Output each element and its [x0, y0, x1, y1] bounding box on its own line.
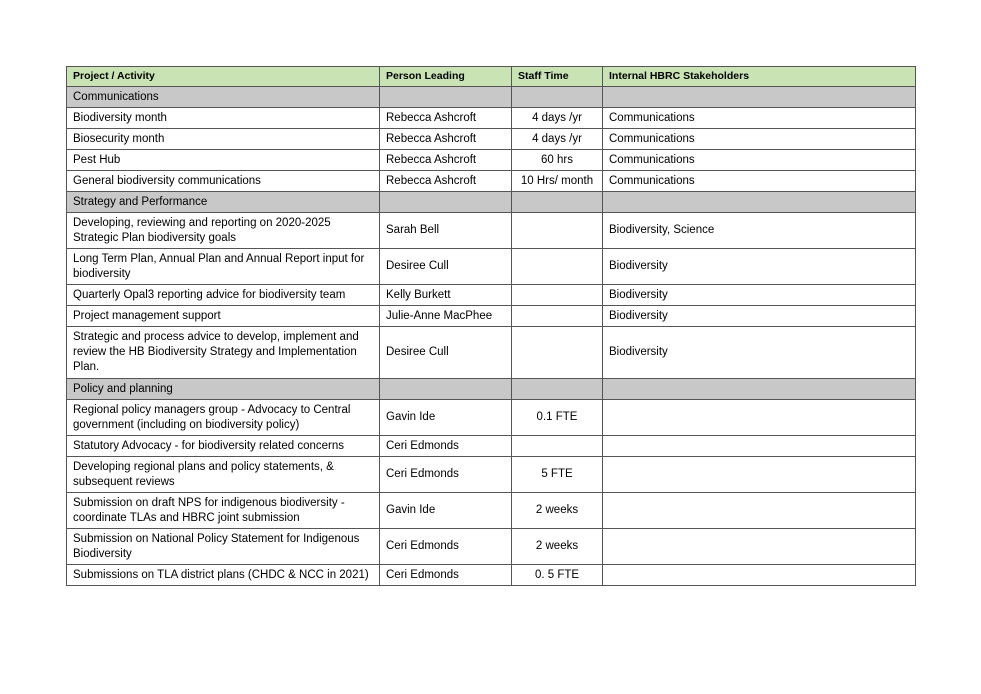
person-cell: Gavin Ide — [380, 400, 512, 436]
table-row — [67, 129, 916, 150]
time-cell — [512, 306, 603, 327]
table-row — [67, 306, 916, 327]
person-cell: Kelly Burkett — [380, 285, 512, 306]
person-cell: Ceri Edmonds — [380, 529, 512, 565]
section-row — [67, 87, 916, 108]
table-row — [67, 493, 916, 529]
activity-cell: Quarterly Opal3 reporting advice for biodiversity team — [67, 285, 380, 306]
time-cell — [512, 436, 603, 457]
table-row — [67, 457, 916, 493]
stakeholders-cell — [603, 436, 916, 457]
table-row — [67, 249, 916, 285]
time-cell: 60 hrs — [512, 150, 603, 171]
activity-cell: Pest Hub — [67, 150, 380, 171]
time-cell: 10 Hrs/ month — [512, 171, 603, 192]
activity-cell: Statutory Advocacy - for biodiversity related concerns — [67, 436, 380, 457]
table-row — [67, 400, 916, 436]
section-title: Communications — [67, 87, 380, 108]
stakeholders-cell — [603, 457, 916, 493]
time-cell — [512, 213, 603, 249]
table-row — [67, 565, 916, 586]
activity-cell: Project management support — [67, 306, 380, 327]
person-cell: Desiree Cull — [380, 327, 512, 379]
person-cell: Gavin Ide — [380, 493, 512, 529]
table-row — [67, 150, 916, 171]
stakeholders-cell: Communications — [603, 108, 916, 129]
table-row — [67, 171, 916, 192]
stakeholders-cell: Communications — [603, 171, 916, 192]
activity-cell: Biodiversity month — [67, 108, 380, 129]
table-row — [67, 108, 916, 129]
time-cell: 2 weeks — [512, 529, 603, 565]
person-cell: Rebecca Ashcroft — [380, 171, 512, 192]
activity-cell: Submission on draft NPS for indigenous biodiversity - coordinate TLAs and HBRC joint submission — [67, 493, 380, 529]
person-cell: Sarah Bell — [380, 213, 512, 249]
section-title: Strategy and Performance — [67, 192, 380, 213]
activity-cell: Developing regional plans and policy statements, & subsequent reviews — [67, 457, 380, 493]
header-staff-time: Staff Time — [512, 67, 603, 87]
person-cell: Ceri Edmonds — [380, 436, 512, 457]
activity-cell: Biosecurity month — [67, 129, 380, 150]
person-cell: Ceri Edmonds — [380, 457, 512, 493]
time-cell: 4 days /yr — [512, 129, 603, 150]
person-cell: Julie-Anne MacPhee — [380, 306, 512, 327]
time-cell: 0.1 FTE — [512, 400, 603, 436]
activity-cell: Submissions on TLA district plans (CHDC & NCC in 2021) — [67, 565, 380, 586]
table-row — [67, 285, 916, 306]
person-cell: Desiree Cull — [380, 249, 512, 285]
time-cell: 4 days /yr — [512, 108, 603, 129]
stakeholders-cell: Biodiversity, Science — [603, 213, 916, 249]
person-cell: Rebecca Ashcroft — [380, 150, 512, 171]
time-cell — [512, 285, 603, 306]
activity-cell: Regional policy managers group - Advocacy to Central government (including on biodiversity policy) — [67, 400, 380, 436]
stakeholders-cell: Biodiversity — [603, 285, 916, 306]
person-cell: Rebecca Ashcroft — [380, 129, 512, 150]
stakeholders-cell: Communications — [603, 150, 916, 171]
time-cell: 2 weeks — [512, 493, 603, 529]
table-row — [67, 327, 916, 379]
section-title: Policy and planning — [67, 379, 380, 400]
stakeholders-cell — [603, 529, 916, 565]
stakeholders-cell — [603, 400, 916, 436]
activity-cell: Strategic and process advice to develop, implement and review the HB Biodiversity Strategy and Implementation Plan. — [67, 327, 380, 379]
section-row — [67, 192, 916, 213]
person-cell: Ceri Edmonds — [380, 565, 512, 586]
stakeholders-cell: Biodiversity — [603, 306, 916, 327]
table-row — [67, 213, 916, 249]
activity-cell: Developing, reviewing and reporting on 2020-2025 Strategic Plan biodiversity goals — [67, 213, 380, 249]
stakeholders-cell — [603, 493, 916, 529]
time-cell: 5 FTE — [512, 457, 603, 493]
activity-cell: General biodiversity communications — [67, 171, 380, 192]
header-stakeholders: Internal HBRC Stakeholders — [603, 67, 916, 87]
stakeholders-cell — [603, 565, 916, 586]
table-row — [67, 529, 916, 565]
time-cell — [512, 327, 603, 379]
table-row — [67, 436, 916, 457]
time-cell — [512, 249, 603, 285]
activity-cell: Long Term Plan, Annual Plan and Annual Report input for biodiversity — [67, 249, 380, 285]
stakeholders-cell: Communications — [603, 129, 916, 150]
activity-cell: Submission on National Policy Statement for Indigenous Biodiversity — [67, 529, 380, 565]
stakeholders-cell: Biodiversity — [603, 327, 916, 379]
time-cell: 0. 5 FTE — [512, 565, 603, 586]
person-cell: Rebecca Ashcroft — [380, 108, 512, 129]
header-activity: Project / Activity — [67, 67, 380, 87]
section-row — [67, 379, 916, 400]
header-person: Person Leading — [380, 67, 512, 87]
activities-table — [66, 66, 916, 586]
stakeholders-cell: Biodiversity — [603, 249, 916, 285]
header-row — [67, 67, 916, 87]
